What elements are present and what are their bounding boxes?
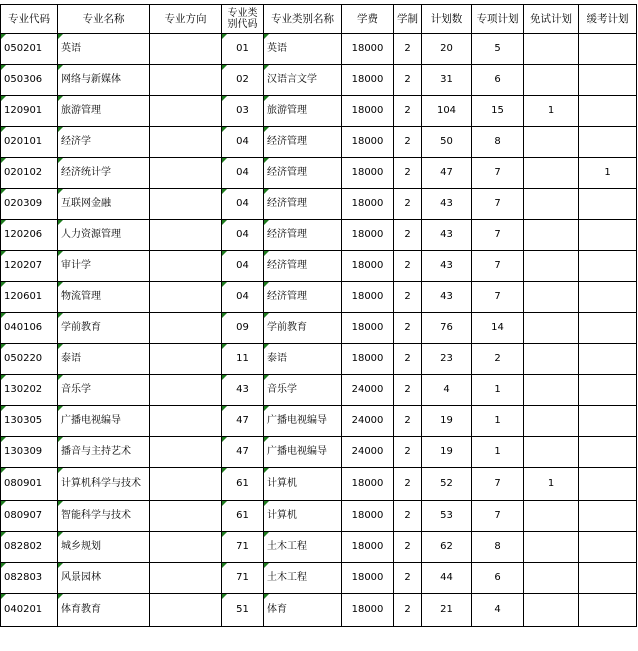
cell-plan: 47	[422, 158, 472, 189]
cell-code: 130309	[1, 437, 58, 468]
cell-plan: 43	[422, 220, 472, 251]
cell-code: 120207	[1, 251, 58, 282]
cell-special: 7	[472, 468, 524, 501]
cell-special: 2	[472, 344, 524, 375]
cell-cat-name: 广播电视编导	[264, 437, 342, 468]
cell-code: 082803	[1, 563, 58, 594]
cell-special: 1	[472, 406, 524, 437]
cell-direction	[150, 406, 222, 437]
cell-direction	[150, 96, 222, 127]
cell-fee: 18000	[342, 563, 394, 594]
cell-code: 040106	[1, 313, 58, 344]
cell-name: 互联网金融	[58, 189, 150, 220]
cell-deferred	[579, 34, 637, 65]
cell-years: 2	[394, 594, 422, 627]
cell-exempt	[524, 251, 579, 282]
cell-code: 080901	[1, 468, 58, 501]
cell-special: 8	[472, 532, 524, 563]
cell-fee: 24000	[342, 406, 394, 437]
cell-deferred	[579, 468, 637, 501]
cell-exempt: 1	[524, 468, 579, 501]
cell-plan: 43	[422, 251, 472, 282]
cell-deferred	[579, 220, 637, 251]
cell-special: 8	[472, 127, 524, 158]
cell-cat-code: 11	[222, 344, 264, 375]
cell-deferred	[579, 563, 637, 594]
cell-plan: 43	[422, 189, 472, 220]
cell-years: 2	[394, 375, 422, 406]
cell-special: 15	[472, 96, 524, 127]
cell-plan: 4	[422, 375, 472, 406]
cell-fee: 18000	[342, 65, 394, 96]
cell-cat-code: 04	[222, 158, 264, 189]
cell-name: 泰语	[58, 344, 150, 375]
cell-cat-code: 04	[222, 127, 264, 158]
table-row	[1, 251, 637, 282]
cell-exempt	[524, 158, 579, 189]
cell-code: 020102	[1, 158, 58, 189]
cell-fee: 24000	[342, 437, 394, 468]
cell-direction	[150, 34, 222, 65]
header-fee: 学费	[342, 5, 394, 34]
cell-exempt	[524, 34, 579, 65]
cell-special: 4	[472, 594, 524, 627]
cell-fee: 18000	[342, 158, 394, 189]
cell-years: 2	[394, 344, 422, 375]
cell-years: 2	[394, 158, 422, 189]
cell-cat-name: 泰语	[264, 344, 342, 375]
cell-cat-code: 04	[222, 282, 264, 313]
cell-cat-code: 04	[222, 251, 264, 282]
cell-name: 经济统计学	[58, 158, 150, 189]
cell-name: 播音与主持艺术	[58, 437, 150, 468]
cell-plan: 104	[422, 96, 472, 127]
cell-direction	[150, 594, 222, 627]
cell-special: 1	[472, 375, 524, 406]
cell-cat-name: 计算机	[264, 501, 342, 532]
cell-exempt: 1	[524, 96, 579, 127]
cell-plan: 31	[422, 65, 472, 96]
cell-special: 7	[472, 220, 524, 251]
cell-plan: 20	[422, 34, 472, 65]
cell-code: 120206	[1, 220, 58, 251]
cell-deferred	[579, 189, 637, 220]
cell-name: 人力资源管理	[58, 220, 150, 251]
table-row	[1, 96, 637, 127]
cell-cat-name: 经济管理	[264, 220, 342, 251]
cell-name: 风景园林	[58, 563, 150, 594]
cell-years: 2	[394, 127, 422, 158]
cell-exempt	[524, 532, 579, 563]
cell-cat-code: 47	[222, 437, 264, 468]
cell-years: 2	[394, 282, 422, 313]
cell-fee: 18000	[342, 468, 394, 501]
cell-cat-code: 71	[222, 532, 264, 563]
cell-years: 2	[394, 406, 422, 437]
cell-name: 计算机科学与技术	[58, 468, 150, 501]
cell-plan: 19	[422, 437, 472, 468]
cell-cat-name: 经济管理	[264, 189, 342, 220]
cell-code: 040201	[1, 594, 58, 627]
cell-direction	[150, 313, 222, 344]
cell-cat-code: 09	[222, 313, 264, 344]
cell-name: 体育教育	[58, 594, 150, 627]
cell-special: 14	[472, 313, 524, 344]
cell-direction	[150, 220, 222, 251]
enrollment-plan-table	[0, 4, 637, 627]
cell-name: 广播电视编导	[58, 406, 150, 437]
cell-deferred	[579, 501, 637, 532]
table-row	[1, 34, 637, 65]
cell-exempt	[524, 437, 579, 468]
cell-direction	[150, 344, 222, 375]
table-row	[1, 437, 637, 468]
cell-deferred	[579, 594, 637, 627]
header-category-code	[222, 5, 264, 34]
cell-exempt	[524, 375, 579, 406]
cell-years: 2	[394, 220, 422, 251]
cell-name: 学前教育	[58, 313, 150, 344]
cell-direction	[150, 563, 222, 594]
cell-special: 7	[472, 501, 524, 532]
header-deferred: 缓考计划	[579, 5, 637, 34]
table-row	[1, 189, 637, 220]
cell-code: 082802	[1, 532, 58, 563]
cell-deferred	[579, 344, 637, 375]
cell-cat-name: 经济管理	[264, 127, 342, 158]
table-row	[1, 313, 637, 344]
cell-cat-code: 51	[222, 594, 264, 627]
cell-years: 2	[394, 563, 422, 594]
cell-exempt	[524, 501, 579, 532]
cell-direction	[150, 437, 222, 468]
cell-deferred	[579, 127, 637, 158]
cell-special: 6	[472, 65, 524, 96]
cell-years: 2	[394, 189, 422, 220]
cell-exempt	[524, 65, 579, 96]
cell-plan: 50	[422, 127, 472, 158]
header-exempt: 免试计划	[524, 5, 579, 34]
table-row	[1, 220, 637, 251]
cell-exempt	[524, 406, 579, 437]
table-row	[1, 65, 637, 96]
cell-plan: 19	[422, 406, 472, 437]
cell-direction	[150, 251, 222, 282]
cell-special: 7	[472, 189, 524, 220]
table-row	[1, 282, 637, 313]
table-row	[1, 532, 637, 563]
cell-special: 5	[472, 34, 524, 65]
cell-code: 130305	[1, 406, 58, 437]
cell-direction	[150, 65, 222, 96]
cell-fee: 18000	[342, 189, 394, 220]
cell-name: 英语	[58, 34, 150, 65]
cell-direction	[150, 127, 222, 158]
cell-cat-name: 土木工程	[264, 563, 342, 594]
cell-plan: 62	[422, 532, 472, 563]
cell-code: 130202	[1, 375, 58, 406]
cell-deferred: 1	[579, 158, 637, 189]
cell-cat-name: 土木工程	[264, 532, 342, 563]
header-category-code-line2: 别代码	[227, 19, 258, 30]
cell-plan: 23	[422, 344, 472, 375]
table-row	[1, 406, 637, 437]
cell-fee: 18000	[342, 532, 394, 563]
cell-plan: 43	[422, 282, 472, 313]
cell-cat-name: 英语	[264, 34, 342, 65]
cell-exempt	[524, 189, 579, 220]
cell-cat-code: 43	[222, 375, 264, 406]
cell-cat-name: 学前教育	[264, 313, 342, 344]
cell-name: 审计学	[58, 251, 150, 282]
cell-fee: 18000	[342, 282, 394, 313]
cell-name: 智能科学与技术	[58, 501, 150, 532]
header-plan: 计划数	[422, 5, 472, 34]
cell-plan: 52	[422, 468, 472, 501]
cell-exempt	[524, 282, 579, 313]
cell-cat-name: 汉语言文学	[264, 65, 342, 96]
cell-cat-name: 经济管理	[264, 282, 342, 313]
cell-exempt	[524, 220, 579, 251]
cell-exempt	[524, 127, 579, 158]
cell-special: 6	[472, 563, 524, 594]
cell-plan: 44	[422, 563, 472, 594]
table-row	[1, 501, 637, 532]
header-years: 学制	[394, 5, 422, 34]
table-row	[1, 158, 637, 189]
cell-fee: 18000	[342, 344, 394, 375]
cell-fee: 18000	[342, 220, 394, 251]
cell-code: 080907	[1, 501, 58, 532]
cell-direction	[150, 189, 222, 220]
cell-fee: 18000	[342, 34, 394, 65]
header-category-name: 专业类别名称	[264, 5, 342, 34]
cell-deferred	[579, 251, 637, 282]
cell-name: 网络与新媒体	[58, 65, 150, 96]
cell-exempt	[524, 563, 579, 594]
cell-direction	[150, 282, 222, 313]
cell-cat-name: 旅游管理	[264, 96, 342, 127]
cell-cat-name: 音乐学	[264, 375, 342, 406]
cell-cat-name: 体育	[264, 594, 342, 627]
cell-years: 2	[394, 313, 422, 344]
cell-years: 2	[394, 251, 422, 282]
cell-cat-name: 经济管理	[264, 158, 342, 189]
cell-fee: 18000	[342, 251, 394, 282]
cell-cat-name: 计算机	[264, 468, 342, 501]
cell-deferred	[579, 96, 637, 127]
cell-cat-code: 04	[222, 189, 264, 220]
cell-fee: 18000	[342, 127, 394, 158]
cell-code: 120901	[1, 96, 58, 127]
cell-deferred	[579, 313, 637, 344]
cell-cat-code: 61	[222, 468, 264, 501]
cell-code: 050201	[1, 34, 58, 65]
cell-direction	[150, 468, 222, 501]
cell-cat-name: 经济管理	[264, 251, 342, 282]
cell-code: 050220	[1, 344, 58, 375]
cell-code: 120601	[1, 282, 58, 313]
cell-deferred	[579, 282, 637, 313]
cell-name: 旅游管理	[58, 96, 150, 127]
cell-plan: 76	[422, 313, 472, 344]
cell-special: 7	[472, 251, 524, 282]
cell-fee: 18000	[342, 313, 394, 344]
cell-cat-code: 47	[222, 406, 264, 437]
cell-plan: 53	[422, 501, 472, 532]
cell-cat-code: 01	[222, 34, 264, 65]
cell-exempt	[524, 344, 579, 375]
cell-cat-code: 02	[222, 65, 264, 96]
cell-years: 2	[394, 501, 422, 532]
cell-special: 7	[472, 158, 524, 189]
cell-direction	[150, 158, 222, 189]
cell-years: 2	[394, 34, 422, 65]
table-row	[1, 127, 637, 158]
cell-cat-code: 03	[222, 96, 264, 127]
cell-name: 城乡规划	[58, 532, 150, 563]
cell-exempt	[524, 313, 579, 344]
cell-direction	[150, 375, 222, 406]
cell-plan: 21	[422, 594, 472, 627]
cell-years: 2	[394, 532, 422, 563]
table-row	[1, 468, 637, 501]
cell-years: 2	[394, 468, 422, 501]
table-row	[1, 344, 637, 375]
table-row	[1, 563, 637, 594]
cell-fee: 24000	[342, 375, 394, 406]
header-name: 专业名称	[58, 5, 150, 34]
cell-fee: 18000	[342, 594, 394, 627]
cell-special: 1	[472, 437, 524, 468]
cell-deferred	[579, 532, 637, 563]
cell-cat-code: 71	[222, 563, 264, 594]
header-special: 专项计划	[472, 5, 524, 34]
cell-fee: 18000	[342, 501, 394, 532]
cell-cat-code: 61	[222, 501, 264, 532]
cell-name: 物流管理	[58, 282, 150, 313]
header-code: 专业代码	[1, 5, 58, 34]
cell-direction	[150, 532, 222, 563]
cell-code: 050306	[1, 65, 58, 96]
header-category-code-line1: 专业类	[227, 8, 258, 19]
cell-years: 2	[394, 437, 422, 468]
cell-deferred	[579, 375, 637, 406]
header-direction: 专业方向	[150, 5, 222, 34]
cell-years: 2	[394, 65, 422, 96]
cell-code: 020101	[1, 127, 58, 158]
cell-exempt	[524, 594, 579, 627]
cell-cat-name: 广播电视编导	[264, 406, 342, 437]
cell-code: 020309	[1, 189, 58, 220]
table-row	[1, 375, 637, 406]
cell-cat-code: 04	[222, 220, 264, 251]
header-row	[1, 5, 637, 34]
cell-deferred	[579, 65, 637, 96]
cell-deferred	[579, 406, 637, 437]
table-row	[1, 594, 637, 627]
cell-years: 2	[394, 96, 422, 127]
cell-deferred	[579, 437, 637, 468]
cell-name: 经济学	[58, 127, 150, 158]
cell-fee: 18000	[342, 96, 394, 127]
cell-special: 7	[472, 282, 524, 313]
cell-direction	[150, 501, 222, 532]
cell-name: 音乐学	[58, 375, 150, 406]
